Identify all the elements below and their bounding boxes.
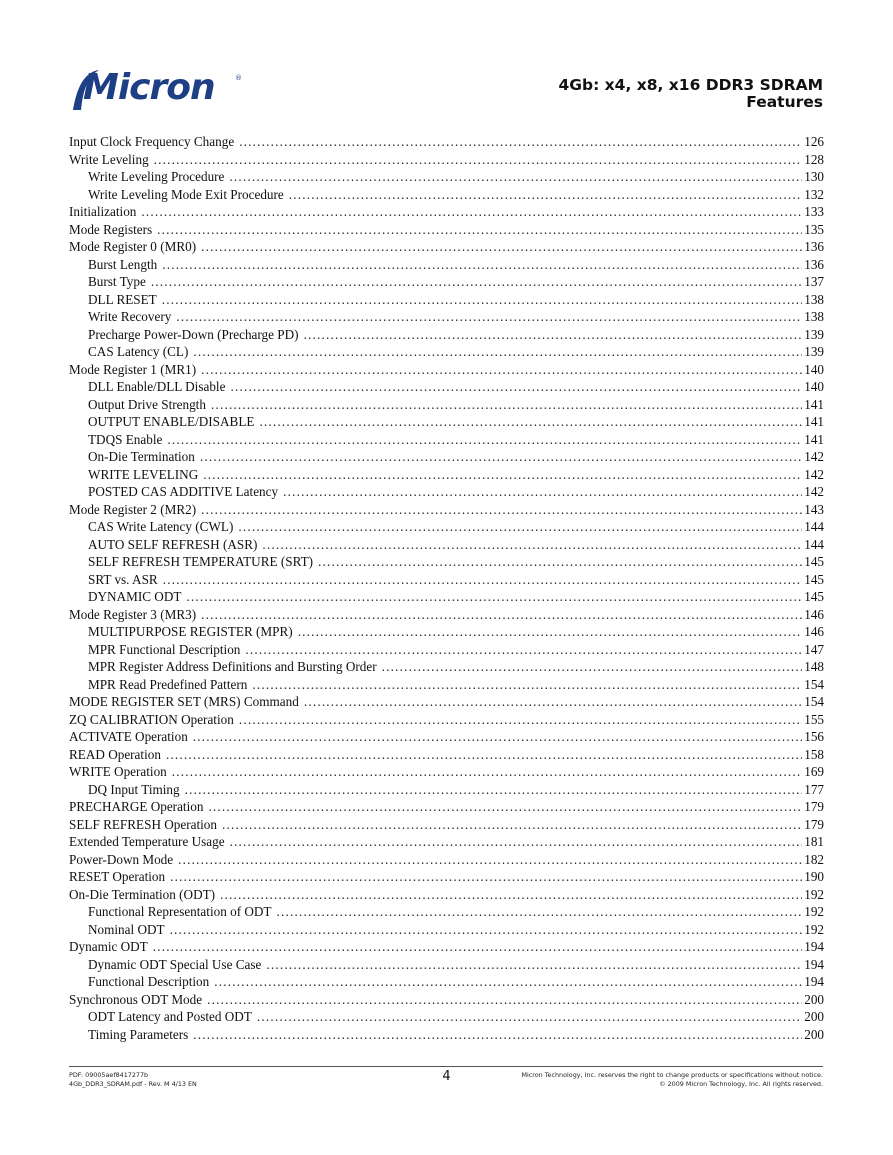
toc-entry-page: 142 <box>804 484 824 499</box>
toc-entry-page: 181 <box>804 834 824 849</box>
toc-dot-leader <box>214 973 802 991</box>
toc-entry-title: Functional Representation of ODT <box>88 904 272 919</box>
toc-entry-title: Burst Length <box>88 256 158 272</box>
toc-entry-page: 200 <box>804 991 824 1007</box>
page-number: 4 <box>442 1069 451 1084</box>
toc-entry[interactable] <box>69 448 824 466</box>
toc-entry-page: 169 <box>804 764 824 779</box>
toc-entry-page: 142 <box>804 466 824 482</box>
toc-entry[interactable] <box>69 396 824 414</box>
table-of-contents <box>69 133 824 1043</box>
toc-dot-leader <box>201 501 802 519</box>
toc-entry[interactable] <box>69 763 824 781</box>
toc-dot-leader <box>259 413 802 431</box>
toc-entry-page: 177 <box>804 781 824 797</box>
toc-entry-page: 200 <box>804 1009 824 1024</box>
footer-divider <box>69 1066 823 1067</box>
toc-entry-page: 179 <box>804 816 824 832</box>
toc-entry-title: Dynamic ODT <box>69 939 148 954</box>
document-title-line2: Features <box>746 93 823 111</box>
toc-entry[interactable] <box>69 553 824 571</box>
toc-entry-title: Write Leveling Procedure <box>88 169 225 184</box>
toc-entry-page: 136 <box>804 239 824 254</box>
toc-entry-page: 194 <box>804 939 824 954</box>
toc-entry-title: Write Leveling <box>69 151 149 167</box>
toc-entry[interactable] <box>69 991 824 1009</box>
toc-entry[interactable] <box>69 973 824 991</box>
footer-legal-notice <box>521 1071 823 1089</box>
toc-entry[interactable] <box>69 413 824 431</box>
toc-dot-leader <box>266 956 802 974</box>
toc-entry[interactable] <box>69 606 824 624</box>
toc-entry[interactable] <box>69 203 824 221</box>
document-title-line1: 4Gb: x4, x8, x16 DDR3 SDRAM <box>558 76 823 94</box>
toc-entry-title: READ Operation <box>69 746 161 762</box>
toc-dot-leader <box>289 186 802 204</box>
toc-entry-title: MPR Register Address Definitions and Bursting Order <box>88 659 377 674</box>
toc-entry-title: CAS Write Latency (CWL) <box>88 519 234 534</box>
toc-entry-title: Output Drive Strength <box>88 396 206 412</box>
svg-text:Micron: Micron <box>83 67 215 108</box>
toc-entry-title: Nominal ODT <box>88 921 165 937</box>
toc-entry[interactable] <box>69 466 824 484</box>
toc-dot-leader <box>154 151 803 169</box>
toc-entry[interactable] <box>69 518 824 536</box>
toc-entry-page: 154 <box>804 694 824 709</box>
toc-entry-page: 156 <box>804 729 824 744</box>
toc-entry-title: POSTED CAS ADDITIVE Latency <box>88 484 279 499</box>
toc-dot-leader <box>220 886 802 904</box>
micron-logo <box>69 66 244 112</box>
toc-entry[interactable] <box>69 851 824 869</box>
toc-entry-title: SELF REFRESH Operation <box>69 816 217 832</box>
toc-entry[interactable] <box>69 343 824 361</box>
toc-entry-title: Mode Registers <box>69 221 153 237</box>
toc-entry-page: 132 <box>804 186 824 202</box>
toc-entry-page: 194 <box>804 974 824 989</box>
toc-entry-page: 145 <box>804 554 824 569</box>
toc-entry-title: Mode Register 2 (MR2) <box>69 501 197 517</box>
toc-entry-page: 144 <box>804 519 824 534</box>
toc-entry-title: Input Clock Frequency Change <box>69 134 235 149</box>
toc-entry[interactable] <box>69 868 824 886</box>
toc-dot-leader <box>193 343 802 361</box>
toc-entry-title: ZQ CALIBRATION Operation <box>69 711 234 727</box>
toc-entry-title: PRECHARGE Operation <box>69 799 204 814</box>
toc-entry[interactable] <box>69 588 824 606</box>
toc-entry[interactable] <box>69 483 824 501</box>
toc-entry-title: DLL Enable/DLL Disable <box>88 379 226 394</box>
toc-dot-leader <box>298 623 803 641</box>
toc-entry-title: ACTIVATE Operation <box>69 729 188 744</box>
toc-entry[interactable] <box>69 728 824 746</box>
toc-dot-leader <box>162 256 802 274</box>
toc-entry[interactable] <box>69 658 824 676</box>
toc-entry[interactable] <box>69 273 824 291</box>
toc-entry-page: 179 <box>804 799 824 814</box>
toc-entry[interactable] <box>69 676 824 694</box>
toc-dot-leader <box>201 361 802 379</box>
micron-logo-graphic <box>69 66 244 112</box>
toc-entry[interactable] <box>69 623 824 641</box>
toc-entry-title: Mode Register 3 (MR3) <box>69 606 197 622</box>
toc-entry[interactable] <box>69 781 824 799</box>
toc-entry-title: AUTO SELF REFRESH (ASR) <box>88 536 258 552</box>
toc-entry[interactable] <box>69 833 824 851</box>
toc-entry-title: Write Leveling Mode Exit Procedure <box>88 186 284 202</box>
toc-dot-leader <box>277 903 803 921</box>
toc-entry-page: 192 <box>804 886 824 902</box>
toc-entry[interactable] <box>69 168 824 186</box>
footer-file-revision: 4Gb_DDR3_SDRAM.pdf - Rev. M 4/13 EN <box>69 1080 197 1088</box>
toc-entry-page: 154 <box>804 676 824 692</box>
toc-entry-page: 139 <box>804 344 824 359</box>
toc-entry[interactable] <box>69 693 824 711</box>
toc-entry-title: Functional Description <box>88 974 210 989</box>
toc-entry-title: WRITE Operation <box>69 764 167 779</box>
toc-dot-leader <box>170 921 803 939</box>
toc-entry[interactable] <box>69 133 824 151</box>
toc-entry[interactable] <box>69 938 824 956</box>
toc-dot-leader <box>200 448 802 466</box>
toc-entry-title: Power-Down Mode <box>69 851 174 867</box>
footer-notice-line1: Micron Technology, Inc. reserves the right to change products or specifications without notice. <box>521 1071 823 1079</box>
toc-dot-leader <box>178 851 802 869</box>
toc-entry[interactable] <box>69 816 824 834</box>
toc-dot-leader <box>229 168 802 186</box>
toc-entry-page: 142 <box>804 449 824 464</box>
toc-entry[interactable] <box>69 501 824 519</box>
toc-entry-title: RESET Operation <box>69 869 166 884</box>
toc-dot-leader <box>283 483 802 501</box>
toc-dot-leader <box>185 781 803 799</box>
toc-dot-leader <box>170 868 802 886</box>
toc-dot-leader <box>222 816 802 834</box>
toc-dot-leader <box>318 553 802 571</box>
toc-entry[interactable] <box>69 221 824 239</box>
toc-dot-leader <box>230 378 802 396</box>
toc-entry-page: 128 <box>804 151 824 167</box>
toc-entry[interactable] <box>69 641 824 659</box>
footer-pdf-id: PDF: 09005aef8417277b <box>69 1071 149 1079</box>
toc-entry-title: Mode Register 1 (MR1) <box>69 361 197 377</box>
toc-entry-page: 130 <box>804 169 824 184</box>
toc-entry[interactable] <box>69 1026 824 1044</box>
toc-entry-page: 146 <box>804 606 824 622</box>
toc-dot-leader <box>153 938 802 956</box>
toc-dot-leader <box>162 291 802 309</box>
toc-entry[interactable] <box>69 571 824 589</box>
toc-dot-leader <box>304 326 803 344</box>
toc-entry-title: MPR Read Predefined Pattern <box>88 676 248 692</box>
toc-entry-title: Synchronous ODT Mode <box>69 991 203 1007</box>
toc-dot-leader <box>208 798 802 816</box>
toc-entry[interactable] <box>69 326 824 344</box>
toc-entry-page: 147 <box>804 641 824 657</box>
toc-entry-title: DQ Input Timing <box>88 781 180 797</box>
toc-entry-page: 139 <box>804 326 824 342</box>
toc-entry-page: 138 <box>804 291 824 307</box>
toc-entry-page: 200 <box>804 1026 824 1042</box>
toc-entry-title: MPR Functional Description <box>88 641 241 657</box>
toc-entry-title: Mode Register 0 (MR0) <box>69 239 197 254</box>
toc-entry-page: 140 <box>804 361 824 377</box>
toc-entry-page: 126 <box>804 134 824 149</box>
toc-entry-title: WRITE LEVELING <box>88 466 199 482</box>
toc-entry[interactable] <box>69 378 824 396</box>
toc-entry-page: 190 <box>804 869 824 884</box>
toc-dot-leader <box>230 833 803 851</box>
toc-dot-leader <box>157 221 802 239</box>
toc-dot-leader <box>239 711 802 729</box>
toc-entry-page: 144 <box>804 536 824 552</box>
toc-entry[interactable] <box>69 256 824 274</box>
toc-entry-page: 182 <box>804 851 824 867</box>
toc-entry-title: SRT vs. ASR <box>88 571 158 587</box>
toc-dot-leader <box>186 588 802 606</box>
toc-dot-leader <box>172 763 802 781</box>
toc-entry-title: Write Recovery <box>88 309 172 324</box>
toc-entry-page: 145 <box>804 589 824 604</box>
toc-entry[interactable] <box>69 921 824 939</box>
toc-entry[interactable] <box>69 536 824 554</box>
toc-entry-page: 155 <box>804 711 824 727</box>
toc-dot-leader <box>151 273 802 291</box>
document-title <box>558 77 823 111</box>
footer-copyright: © 2009 Micron Technology, Inc. All rights reserved. <box>659 1080 823 1088</box>
toc-entry-title: Burst Type <box>88 274 146 289</box>
toc-entry-title: SELF REFRESH TEMPERATURE (SRT) <box>88 554 314 569</box>
toc-entry-page: 194 <box>804 956 824 972</box>
toc-entry-title: On-Die Termination <box>88 449 195 464</box>
toc-dot-leader <box>207 991 802 1009</box>
toc-dot-leader <box>304 693 802 711</box>
toc-entry-page: 137 <box>804 274 824 289</box>
toc-entry[interactable] <box>69 1008 824 1026</box>
svg-text:®: ® <box>235 74 242 82</box>
toc-entry[interactable] <box>69 711 824 729</box>
toc-entry-title: DLL RESET <box>88 291 157 307</box>
toc-entry-title: ODT Latency and Posted ODT <box>88 1009 252 1024</box>
toc-entry-page: 158 <box>804 746 824 762</box>
toc-dot-leader <box>245 641 802 659</box>
toc-entry-page: 138 <box>804 309 824 324</box>
toc-dot-leader <box>252 676 802 694</box>
toc-entry[interactable] <box>69 798 824 816</box>
toc-entry[interactable] <box>69 151 824 169</box>
toc-entry[interactable] <box>69 431 824 449</box>
toc-dot-leader <box>262 536 802 554</box>
toc-dot-leader <box>201 238 802 256</box>
toc-entry-title: Dynamic ODT Special Use Case <box>88 956 262 972</box>
toc-entry[interactable] <box>69 291 824 309</box>
toc-entry-page: 133 <box>804 204 824 219</box>
toc-dot-leader <box>166 746 802 764</box>
toc-dot-leader <box>193 728 802 746</box>
toc-entry[interactable] <box>69 903 824 921</box>
toc-dot-leader <box>238 518 802 536</box>
toc-entry-page: 146 <box>804 624 824 639</box>
toc-dot-leader <box>382 658 803 676</box>
toc-entry-page: 145 <box>804 571 824 587</box>
toc-entry-page: 135 <box>804 221 824 237</box>
toc-dot-leader <box>193 1026 802 1044</box>
toc-entry-page: 141 <box>804 414 824 429</box>
toc-entry-title: Extended Temperature Usage <box>69 834 225 849</box>
toc-dot-leader <box>201 606 802 624</box>
toc-dot-leader <box>257 1008 802 1026</box>
toc-dot-leader <box>203 466 802 484</box>
toc-entry-title: CAS Latency (CL) <box>88 344 189 359</box>
toc-entry-page: 192 <box>804 904 824 919</box>
toc-entry-page: 192 <box>804 921 824 937</box>
toc-entry-title: On-Die Termination (ODT) <box>69 886 216 902</box>
toc-dot-leader <box>141 203 802 221</box>
toc-entry-title: Initialization <box>69 204 137 219</box>
toc-entry[interactable] <box>69 308 824 326</box>
toc-entry-title: Precharge Power-Down (Precharge PD) <box>88 326 299 342</box>
toc-dot-leader <box>211 396 802 414</box>
toc-entry-page: 140 <box>804 379 824 394</box>
toc-entry[interactable] <box>69 361 824 379</box>
toc-entry[interactable] <box>69 746 824 764</box>
toc-entry-title: OUTPUT ENABLE/DISABLE <box>88 414 255 429</box>
toc-entry[interactable] <box>69 956 824 974</box>
toc-dot-leader <box>167 431 802 449</box>
toc-entry-page: 141 <box>804 431 824 447</box>
toc-entry-page: 136 <box>804 256 824 272</box>
toc-dot-leader <box>176 308 802 326</box>
toc-dot-leader <box>163 571 803 589</box>
toc-entry-title: Timing Parameters <box>88 1026 189 1042</box>
toc-entry-title: TDQS Enable <box>88 431 163 447</box>
toc-entry[interactable] <box>69 238 824 256</box>
toc-entry-title: MODE REGISTER SET (MRS) Command <box>69 694 299 709</box>
toc-dot-leader <box>239 133 802 151</box>
toc-entry[interactable] <box>69 886 824 904</box>
toc-entry-page: 143 <box>804 501 824 517</box>
toc-entry-title: DYNAMIC ODT <box>88 589 182 604</box>
toc-entry[interactable] <box>69 186 824 204</box>
toc-entry-page: 148 <box>804 659 824 674</box>
toc-entry-page: 141 <box>804 396 824 412</box>
toc-entry-title: MULTIPURPOSE REGISTER (MPR) <box>88 624 293 639</box>
